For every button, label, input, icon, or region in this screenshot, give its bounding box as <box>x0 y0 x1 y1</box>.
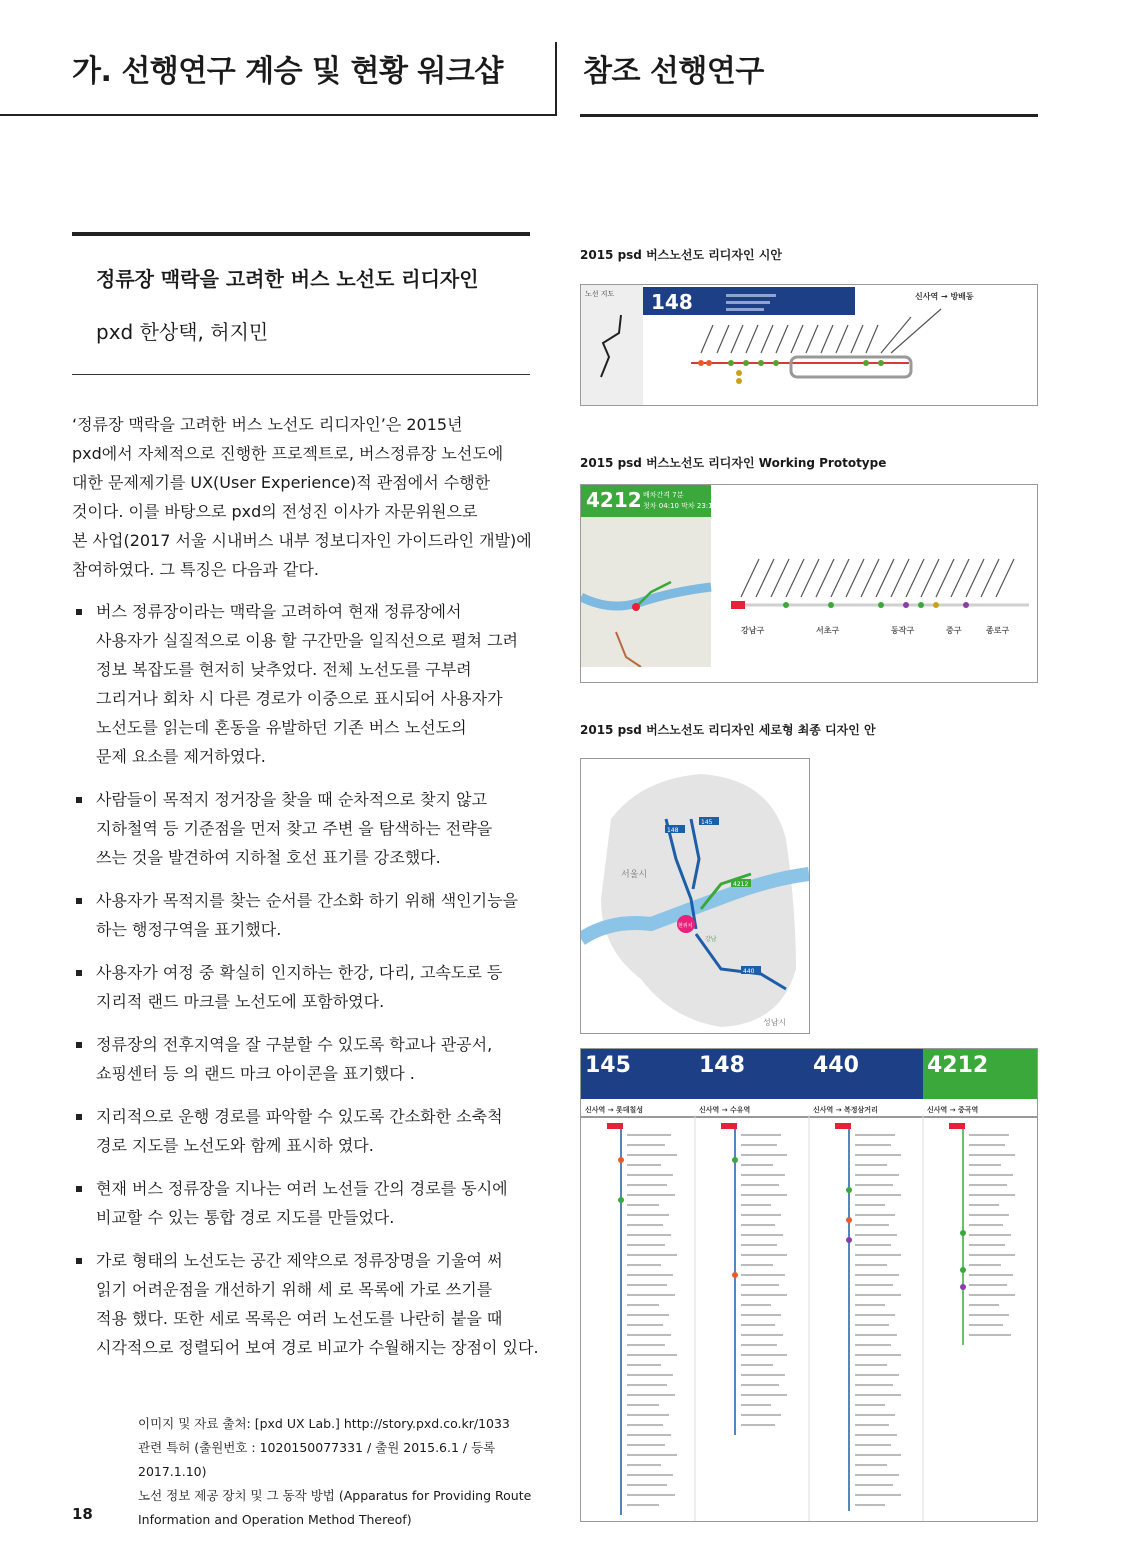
figure-caption: 2015 psd 버스노선도 리디자인 시안 <box>580 248 782 262</box>
svg-text:440: 440 <box>743 968 755 975</box>
district-label: 서초구 <box>816 626 840 635</box>
svg-text:4212: 4212 <box>733 881 749 888</box>
article-bottom-rule <box>72 374 530 375</box>
list-item: 정류장의 전후지역을 잘 구분할 수 있도록 학교나 관공서, 쇼핑센터 등 의 랜드 마크 아이콘을 표기했다 . <box>72 1030 552 1088</box>
list-item: 사용자가 목적지를 찾는 순서를 간소화 하기 위해 색인기능을 하는 행정구역을 표기했다. <box>72 886 552 944</box>
route-number: 440 <box>813 1053 859 1078</box>
figure-horizontal-route-map <box>580 284 1038 406</box>
feature-list <box>72 597 552 1376</box>
area-label: 성남시 <box>763 1018 787 1027</box>
route-column-header <box>581 1049 695 1099</box>
figure-caption: 2015 psd 버스노선도 리디자인 세로형 최종 디자인 안 <box>580 723 876 737</box>
route-column-header <box>695 1049 809 1099</box>
source-line: 관련 특허 (출원번호 : 1020150077331 / 출원 2015.6.1 / 등록 2017.1.10) <box>138 1440 496 1479</box>
source-line: Information and Operation Method Thereof) <box>138 1512 412 1527</box>
svg-text:148: 148 <box>667 827 679 834</box>
route-number: 4212 <box>927 1053 989 1078</box>
bullet-marker <box>76 970 82 976</box>
header-rule-right <box>580 114 1038 117</box>
figure-working-prototype <box>580 484 1038 683</box>
bullet-marker <box>76 1258 82 1264</box>
route-column-header <box>923 1049 1037 1099</box>
district-label: 동작구 <box>891 626 915 635</box>
article-top-rule <box>72 232 530 236</box>
route-direction: 신사역 → 수유역 <box>699 1106 751 1114</box>
route-column-header <box>809 1049 923 1099</box>
intro-line: pxd에서 자체적으로 진행한 프로젝트로, 버스정류장 노선도에 <box>72 444 504 463</box>
area-label: 서울시 <box>621 870 648 880</box>
district-label: 중구 <box>946 626 962 635</box>
bullet-marker <box>76 898 82 904</box>
figure-vertical-route-list <box>580 1048 1038 1522</box>
bullet-marker <box>76 609 82 615</box>
figure-integrated-route-map <box>580 758 810 1034</box>
article-title: 정류장 맥락을 고려한 버스 노선도 리디자인 <box>96 267 479 291</box>
reference-title: 참조 선행연구 <box>583 54 764 89</box>
page-number: 18 <box>72 1505 93 1523</box>
list-item: 사용자가 여정 중 확실히 인지하는 한강, 다리, 고속도로 등 지리적 랜드 마크를 노선도에 포함하였다. <box>72 958 552 1016</box>
list-item: 버스 정류장이라는 맥락을 고려하여 현재 정류장에서 사용자가 실질적으로 이용 할 구간만을 일직선으로 펼쳐 그려 정보 복잡도를 현저히 낮추었다. 전체 노선도를 구부려 그리거나 회차 시 다른 경로가 이중으로 표시되어 사용자가 노선도를 읽는데 혼동을 유발하던 기존 버스 노선도의 문제 요소를 제거하였다. <box>72 597 552 771</box>
intro-line: 것이다. 이를 바탕으로 pxd의 전성진 이사가 자문위원으로 <box>72 502 478 521</box>
route-number: 148 <box>699 1053 745 1078</box>
route-interval: 배차간격 7분 <box>643 491 684 499</box>
list-item: 지리적으로 운행 경로를 파악할 수 있도록 간소화한 소축척 경로 지도를 노선도와 함께 표시하 였다. <box>72 1102 552 1160</box>
intro-line: 참여하였다. 그 특징은 다음과 같다. <box>72 560 319 579</box>
bullet-marker <box>76 797 82 803</box>
intro-line: 본 사업(2017 서울 시내버스 내부 정보디자인 가이드라인 개발)에 <box>72 531 532 550</box>
intro-line: ‘정류장 맥락을 고려한 버스 노선도 리디자인’은 2015년 <box>72 415 463 434</box>
header-rule-left <box>0 114 556 116</box>
integrated-map-graphic <box>581 759 809 1033</box>
route-direction: 신사역 → 중곡역 <box>927 1106 979 1114</box>
route-direction: 신사역 → 롯데칠성 <box>585 1106 644 1114</box>
svg-text:145: 145 <box>701 819 713 826</box>
prototype-graphic <box>581 517 1037 682</box>
route-direction: 신사역 → 복정삼거리 <box>813 1106 878 1114</box>
bullet-marker <box>76 1186 82 1192</box>
source-credits <box>138 1412 558 1532</box>
route-map-graphic <box>581 285 1037 405</box>
figure-caption: 2015 psd 버스노선도 리디자인 Working Prototype <box>580 456 887 470</box>
bullet-marker <box>76 1114 82 1120</box>
source-line: 이미지 및 자료 출처: [pxd UX Lab.] http://story.pxd.co.kr/1033 <box>138 1416 510 1431</box>
route-list-graphic <box>581 1115 1037 1521</box>
header-divider <box>555 42 557 116</box>
station-label: 강남 <box>705 936 717 943</box>
route-number: 4212 <box>586 488 642 512</box>
district-label: 강남구 <box>741 626 765 635</box>
current-stop-label: 현위치 <box>678 923 693 929</box>
source-line: 노선 정보 제공 장치 및 그 동작 방법 (Apparatus for Providing Route <box>138 1488 532 1503</box>
section-title: 가. 선행연구 계승 및 현황 워크샵 <box>72 54 503 89</box>
route-number: 145 <box>585 1053 631 1078</box>
list-item: 현재 버스 정류장을 지나는 여러 노선들 간의 경로를 동시에 비교할 수 있는 통합 경로 지도를 만들었다. <box>72 1174 552 1232</box>
map-label: 노선 지도 <box>585 290 615 298</box>
route-number: 148 <box>651 290 693 314</box>
bullet-marker <box>76 1042 82 1048</box>
list-item: 사람들이 목적지 정거장을 찾을 때 순차적으로 찾지 않고 지하철역 등 기준점을 먼저 찾고 주변 을 탐색하는 전략을 쓰는 것을 발견하여 지하철 호선 표기를 강조했다. <box>72 785 552 872</box>
intro-line: 대한 문제제기를 UX(User Experience)적 관점에서 수행한 <box>72 473 491 492</box>
article-authors: pxd 한상택, 허지민 <box>96 320 269 344</box>
route-hours: 첫차 04:10 막차 23:10 <box>643 502 718 510</box>
list-item: 가로 형태의 노선도는 공간 제약으로 정류장명을 기울여 써 읽기 어려운점을 개선하기 위해 세 로 목록에 가로 쓰기를 적용 했다. 또한 세로 목록은 여러 노선도를 나란히 붙을 때 시각적으로 정렬되어 보여 경로 비교가 수월해지는 장점이 있다. <box>72 1246 552 1362</box>
station-direction: 신사역 → 방배동 <box>915 292 974 301</box>
district-label: 종로구 <box>986 626 1010 635</box>
intro-paragraph <box>72 410 552 584</box>
